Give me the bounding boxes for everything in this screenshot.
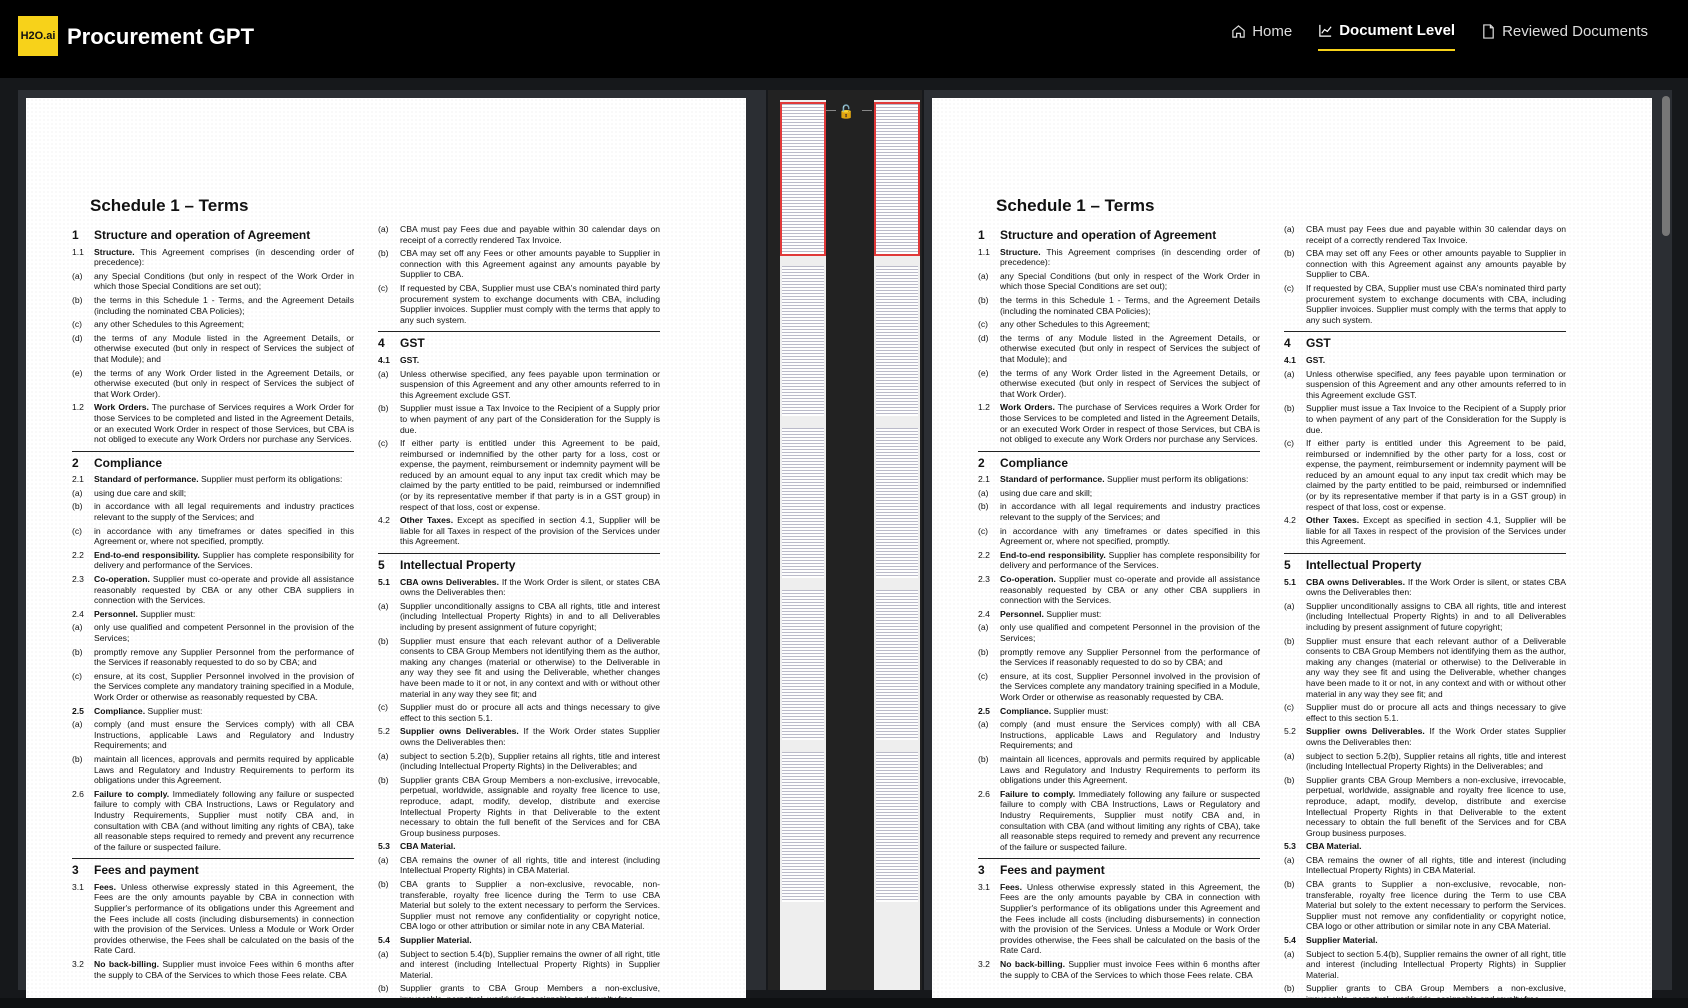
top-navbar [0, 0, 1688, 78]
nav-home[interactable] [1231, 22, 1292, 51]
main-nav [1231, 22, 1648, 51]
thumbnail-page[interactable] [876, 104, 918, 254]
left-column: 1 Structure and operation of Agreement 1.1 Structure. This Agreement comprises (in descending order of precedence): (a) any Special Conditions (but only in respect of the Work Order in which those Special Conditions are set out); (b) the terms in this Schedule 1 - Terms, and the Agreement Details (including the nominated CBA Policies); (c) any other Schedules to this Agreement; (d) the terms of any Module listed in the Agreement Details, or otherwise executed (but only in respect of Services the subject of that Module); and (e) the terms of any Work Order listed in the Agreement Details, or otherwise executed (but only in respect of Services the subject of that Work Order). 1.2 Work Orders. The purchase of Services requires a Work Order for those Services to be completed and listed in the Agreement Details, or an executed Work Order in respect of those Services, but CBA is not obliged to execute any Work Orders nor purchase any Services. 2 Compliance 2.1 Standard of performance. Supplier must perform its obligations: (a) using due care and skill; (b) in accordance with all legal requirements and industry practices relevant to the supply of the Services; and (c) in accordance with any timeframes or dates specified in this Agreement or, where not specified, promptly. 2.2 End-to-end responsibility. Supplier has complete responsibility for delivery and performance of the Services. 2.3 Co-operation. Supplier must co-operate and provide all assistance reasonably requested by CBA or any other CBA suppliers in connection with the Services. 2.4 Personnel. Supplier must: (a) only use qualified and competent Personnel in the provision of the Services; (b) promptly remove any Supplier Personnel from the performance of the Services if reasonably requested to do so by CBA; and (c) ensure, at its cost, Supplier Personnel involved in the provision of the Services complete any mandatory training specified in a Module, Work Order or otherwise as reasonably requested by CBA. 2.5 Compliance. Supplier must: (a) comply (and must ensure the Services comply) with all CBA Instructions, applicable Laws and Regulatory and Industry Requirements; and (b) maintain all licences, approvals and permits required by applicable Laws and Regulatory and Industry Requirements to perform its obligations under this Agreement. 2.6 Failure to comply. Immediately following any failure or suspected failure to comply with CBA Instructions, Laws or Regulatory and Industry Requirements, Supplier must notify CBA and, in consultation with CBA (and without limiting any rights of CBA), take all reasonable steps required to remedy and prevent any recurrence of the failure or suspected failure. 3 Fees and payment 3.1 Fees. Unless otherwise expressly stated in this Agreement, the Fees are the only amounts payable by CBA in connection with Supplier's performance of its obligations under this Agreement and the Fees include all costs (including disbursements) in connection with the provision of the Services. Unless a Module or Work Order provides otherwise, the Fees shall be calculated on the basis of the Rate Card. 3.2 No back-billing. Supplier must invoice Fees within 6 months after the supply to CBA of the Services to which those Fees relate. CBA [72, 228, 355, 980]
thumbnail-page[interactable] [782, 104, 824, 254]
nav-document-level[interactable] [1318, 22, 1455, 51]
left-column: 1 Structure and operation of Agreement 1.1 Structure. This Agreement comprises (in descending order of precedence): (a) any Special Conditions (but only in respect of the Work Order in which those Special Conditions are set out); (b) the terms in this Schedule 1 - Terms, and the Agreement Details (including the nominated CBA Policies); (c) any other Schedules to this Agreement; (d) the terms of any Module listed in the Agreement Details, or otherwise executed (but only in respect of Services the subject of that Module); and (e) the terms of any Work Order listed in the Agreement Details, or otherwise executed (but only in respect of Services the subject of that Work Order). 1.2 Work Orders. The purchase of Services requires a Work Order for those Services to be completed and listed in the Agreement Details, or an executed Work Order in respect of those Services, but CBA is not obliged to execute any Work Orders nor purchase any Services. 2 Compliance 2.1 Standard of performance. Supplier must perform its obligations: (a) using due care and skill; (b) in accordance with all legal requirements and industry practices relevant to the supply of the Services; and (c) in accordance with any timeframes or dates specified in this Agreement or, where not specified, promptly. 2.2 End-to-end responsibility. Supplier has complete responsibility for delivery and performance of the Services. 2.3 Co-operation. Supplier must co-operate and provide all assistance reasonably requested by CBA or any other CBA suppliers in connection with the Services. 2.4 Personnel. Supplier must: (a) only use qualified and competent Personnel in the provision of the Services; (b) promptly remove any Supplier Personnel from the performance of the Services if reasonably requested to do so by CBA; and (c) ensure, at its cost, Supplier Personnel involved in the provision of the Services complete any mandatory training specified in a Module, Work Order or otherwise as reasonably requested by CBA. 2.5 Compliance. Supplier must: (a) comply (and must ensure the Services comply) with all CBA Instructions, applicable Laws and Regulatory and Industry Requirements; and (b) maintain all licences, approvals and permits required by applicable Laws and Regulatory and Industry Requirements to perform its obligations under this Agreement. 2.6 Failure to comply. Immediately following any failure or suspected failure to comply with CBA Instructions, Laws or Regulatory and Industry Requirements, Supplier must notify CBA and, in consultation with CBA (and without limiting any rights of CBA), take all reasonable steps required to remedy and prevent any recurrence of the failure or suspected failure. 3 Fees and payment 3.1 Fees. Unless otherwise expressly stated in this Agreement, the Fees are the only amounts payable by CBA in connection with Supplier's performance of its obligations under this Agreement and the Fees include all costs (including disbursements) in connection with the provision of the Services. Unless a Module or Work Order provides otherwise, the Fees shall be calculated on the basis of the Rate Card. 3.2 No back-billing. Supplier must invoice Fees within 6 months after the supply to CBA of the Services to which those Fees relate. CBA [978, 228, 1261, 980]
right-document-viewer[interactable] [924, 90, 1672, 1004]
document-icon [1481, 24, 1496, 39]
section-heading: 1 Structure and operation of Agreement [72, 228, 311, 242]
nav-reviewed-documents[interactable] [1481, 22, 1648, 51]
thumbnail-page[interactable] [782, 752, 824, 902]
right-column: (a) CBA must pay Fees due and payable within 30 calendar days on receipt of a correctly rendered Tax Invoice. (b) CBA may set off any Fees or other amounts payable to Supplier in connection with this Agreement against any amounts payable by Supplier to CBA. (c) If requested by CBA, Supplier must use CBA's nominated third party procurement system to exchange documents with CBA, including Supplier invoices. Supplier must comply with the terms that apply to any such system. 4 GST 4.1 GST. (a) Unless otherwise specified, any fees payable upon termination or suspension of this Agreement and any other amounts referred to in this Agreement exclude GST. (b) Supplier must issue a Tax Invoice to the Recipient of a Supply prior to when payment of any part of the Consideration for the Supply is due. (c) If either party is entitled under this Agreement to be paid, reimbursed or indemnified by the other party for a loss, cost or expense, the payment, reimbursement or indemnity payment will be reduced by an amount equal to any input tax credit which may be claimed by the party entitled to be paid, reimbursed or indemnified (or by its representative member if that party is in a GST group) in respect of that loss, cost or expense. 4.2 Other Taxes. Except as specified in section 4.1, Supplier will be liable for all Taxes in respect of the provision of the Services under this Agreement. 5 Intellectual Property 5.1 CBA owns Deliverables. If the Work Order is silent, or states CBA owns the Deliverables then: (a) Supplier unconditionally assigns to CBA all rights, title and interest (including Intellectual Property Rights) in and to all Deliverables including by present assignment of future copyright; (b) Supplier must ensure that each relevant author of a Deliverable consents to CBA Group Members not identifying them as the author, making any changes (material or otherwise) to the Deliverable in any way they see fit and using the Deliverable, whether changes have been made to it or not, in any context and with or without other material in any way they see fit; and (c) Supplier must do or procure all acts and things necessary to give effect to this section 5.1. 5.2 Supplier owns Deliverables. If the Work Order states Supplier owns the Deliverables then: (a) subject to section 5.2(b), Supplier retains all rights, title and interest (including Intellectual Property Rights) in the Deliverables; and (b) Supplier grants CBA Group Members a non-exclusive, irrevocable, perpetual, worldwide, assignable and royalty free licence to use, reproduce, adapt, modify, develop, distribute and exercise Intellectual Property Rights in that Deliverable to the extent necessary to obtain the full benefit of the Services and for CBA Group business purposes. 5.3 CBA Material. (a) CBA remains the owner of all rights, title and interest (including Intellectual Property Rights) in CBA Material. (b) CBA grants to Supplier a non-exclusive, revocable, non-transferable, royalty free licence during the Term to use CBA Material but solely to the extent necessary to perform the Services. Supplier must not remove any confidentiality or copyright notice, CBA logo or other attribution or similar note in any CBA Material. 5.4 Supplier Material. (a) Subject to section 5.4(b), Supplier remains the owner of all right, title and interest (including Intellectual Property Rights) in Supplier Material. (b) Supplier grants to CBA Group Members a non-exclusive, irrevocable, perpetual, worldwide, assignable and royalty free [1284, 224, 1566, 1004]
document-title: Schedule 1 – Terms [90, 196, 249, 215]
document-title: Schedule 1 – Terms [996, 196, 1155, 215]
nav-document-level-label: Document Level [1339, 22, 1456, 39]
left-document-page [26, 98, 746, 1004]
home-icon [1231, 24, 1246, 39]
thumbnail-page[interactable] [876, 266, 918, 416]
document-compare-area [0, 78, 1688, 1004]
thumbnail-page[interactable] [782, 266, 824, 416]
nav-reviewed-documents-label: Reviewed Documents [1502, 23, 1648, 40]
thumbnail-page[interactable] [782, 428, 824, 578]
right-thumbnail-strip[interactable] [874, 100, 920, 990]
nav-home-label: Home [1252, 23, 1293, 40]
page-thumbnails [768, 90, 922, 990]
thumbnail-page[interactable] [876, 590, 918, 740]
left-document-viewer[interactable] [18, 90, 766, 1004]
right-column: (a) CBA must pay Fees due and payable within 30 calendar days on receipt of a correctly rendered Tax Invoice. (b) CBA may set off any Fees or other amounts payable to Supplier in connection with this Agreement against any amounts payable by Supplier to CBA. (c) If requested by CBA, Supplier must use CBA's nominated third party procurement system to exchange documents with CBA, including Supplier invoices. Supplier must comply with the terms that apply to any such system. 4 GST 4.1 GST. (a) Unless otherwise specified, any fees payable upon termination or suspension of this Agreement and any other amounts referred to in this Agreement exclude GST. (b) Supplier must issue a Tax Invoice to the Recipient of a Supply prior to when payment of any part of the Consideration for the Supply is due. (c) If either party is entitled under this Agreement to be paid, reimbursed or indemnified by the other party for a loss, cost or expense, the payment, reimbursement or indemnity payment will be reduced by an amount equal to any input tax credit which may be claimed by the party entitled to be paid, reimbursed or indemnified (or by its representative member if that party is in a GST group) in respect of that loss, cost or expense. 4.2 Other Taxes. Except as specified in section 4.1, Supplier will be liable for all Taxes in respect of the provision of the Services under this Agreement. 5 Intellectual Property 5.1 CBA owns Deliverables. If the Work Order is silent, or states CBA owns the Deliverables then: (a) Supplier unconditionally assigns to CBA all rights, title and interest (including Intellectual Property Rights) in and to all Deliverables including by present assignment of future copyright; (b) Supplier must ensure that each relevant author of a Deliverable consents to CBA Group Members not identifying them as the author, making any changes (material or otherwise) to the Deliverable in any way they see fit and using the Deliverable, whether changes have been made to it or not, in any context and with or without other material in any way they see fit; and (c) Supplier must do or procure all acts and things necessary to give effect to this section 5.1. 5.2 Supplier owns Deliverables. If the Work Order states Supplier owns the Deliverables then: (a) subject to section 5.2(b), Supplier retains all rights, title and interest (including Intellectual Property Rights) in the Deliverables; and (b) Supplier grants CBA Group Members a non-exclusive, irrevocable, perpetual, worldwide, assignable and royalty free licence to use, reproduce, adapt, modify, develop, distribute and exercise Intellectual Property Rights in that Deliverable to the extent necessary to obtain the full benefit of the Services and for CBA Group business purposes. 5.3 CBA Material. (a) CBA remains the owner of all rights, title and interest (including Intellectual Property Rights) in CBA Material. (b) CBA grants to Supplier a non-exclusive, revocable, non-transferable, royalty free licence during the Term to use CBA Material but solely to the extent necessary to perform the Services. Supplier must not remove any confidentiality or copyright notice, CBA logo or other attribution or similar note in any CBA Material. 5.4 Supplier Material. (a) Subject to section 5.4(b), Supplier remains the owner of all right, title and interest (including Intellectual Property Rights) in Supplier Material. (b) Supplier grants to CBA Group Members a non-exclusive, irrevocable, perpetual, worldwide, assignable and royalty free [378, 224, 660, 1004]
right-document-page [932, 98, 1652, 1004]
sync-lock-icon[interactable]: 🔓 [838, 104, 855, 119]
h2o-logo[interactable]: H2O.ai [18, 16, 58, 56]
right-viewer-scrollbar[interactable] [1662, 96, 1670, 236]
thumbnail-page[interactable] [782, 590, 824, 740]
thumbnail-page[interactable] [876, 428, 918, 578]
chart-icon [1318, 23, 1333, 38]
thumbnail-page[interactable] [876, 752, 918, 902]
app-title: Procurement GPT [67, 24, 255, 49]
left-thumbnail-strip[interactable] [780, 100, 826, 990]
